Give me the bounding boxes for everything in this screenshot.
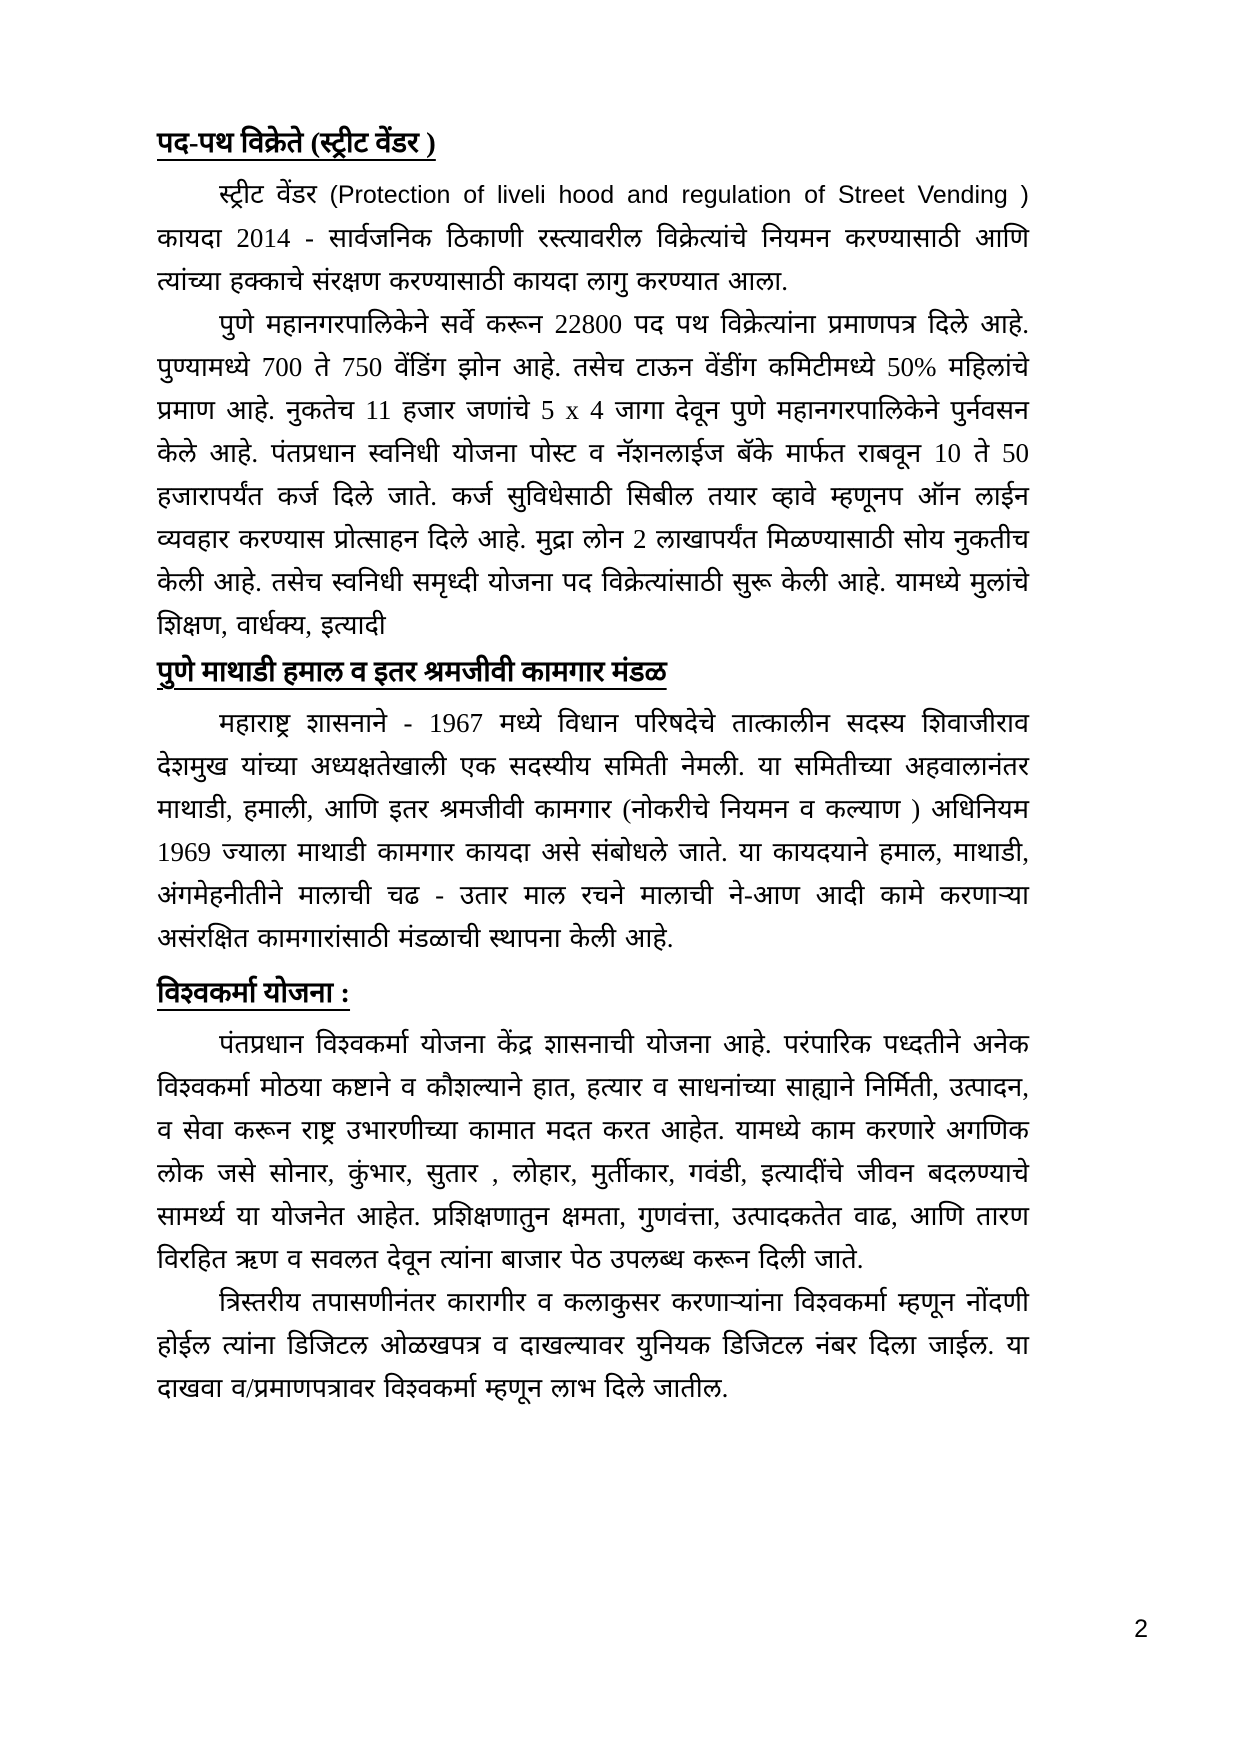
heading-vishwakarma-yojana: विश्वकर्मा योजना :	[157, 977, 351, 1009]
paragraph-pmc-survey: पुणे महानगरपालिकेने सर्वे करून 22800 पद पथ विक्रेत्यांना प्रमाणपत्र दिले आहे. पुण्यामध्ये 700 ते 750 वेंडिंग झोन आहे. तसेच टाऊन वेंडींग कमिटीमध्ये 50% महिलांचे प्रमाण आहे. नुकतेच 11 हजार जणांचे 5 x 4 जागा देवून पुणे महानगरपालिकेने पुर्नवसन केले आहे. पंतप्रधान स्वनिधी योजना पोस्ट व नॅशनलाईज बॅके मार्फत राबवून 10 ते 50 हजारापर्यंत कर्ज दिले जाते. कर्ज सुविधेसाठी सिबील तयार व्हावे म्हणूनप ऑन लाईन व्यवहार करण्यास प्रोत्साहन दिले आहे. मुद्रा लोन 2 लाखापर्यंत मिळण्यासाठी सोय नुकतीच केली आहे. तसेच स्वनिधी समृध्दी योजना पद विक्रेत्यांसाठी सुरू केली आहे. यामध्ये मुलांचे शिक्षण, वार्धक्य, इत्यादी	[157, 309, 1029, 640]
paragraph-text: कायदा 2014 - सार्वजनिक ठिकाणी रस्त्यावरील विक्रेत्यांचे नियमन करण्यासाठी आणि त्यांच्या हक्काचे संरक्षण करण्यासाठी कायदा लागु करण्यात आला.	[157, 223, 1029, 296]
paragraph-vishwakarma-registration: त्रिस्तरीय तपासणीनंतर कारागीर व कलाकुसर करणाऱ्यांना विश्वकर्मा म्हणून नोंदणी होईल त्यांना डिजिटल ओळखपत्र व दाखल्यावर युनियक डिजिटल नंबर दिला जाईल. या दाखवा व/प्रमाणपत्रावर विश्वकर्मा म्हणून लाभ दिले जातील.	[157, 1287, 1029, 1403]
paragraph-street-vendor-act	[157, 173, 1029, 303]
paragraph-text: स्ट्रीट वेंडर	[219, 179, 330, 209]
paragraph-english-text: (Protection of liveli hood and regulation of Street Vending )	[329, 181, 1029, 209]
heading-street-vendors: पद-पथ विक्रेते (स्ट्रीट वेंडर )	[157, 127, 436, 159]
heading-mathadi-board: पुणे माथाडी हमाल व इतर श्रमजीवी कामगार मंडळ	[157, 656, 667, 688]
paragraph-mathadi-act: महाराष्ट्र शासनाने - 1967 मध्ये विधान परिषदेचे तात्कालीन सदस्य शिवाजीराव देशमुख यांच्या अध्यक्षतेखाली एक सदस्यीय समिती नेमली. या समितीच्या अहवालानंतर माथाडी, हमाली, आणि इतर श्रमजीवी कामगार (नोकरीचे नियमन व कल्याण ) अधिनियम 1969 ज्याला माथाडी कामगार कायदा असे संबोधले जाते. या कायदयाने हमाल, माथाडी, अंगमेहनीतीने मालाची चढ - उतार माल रचने मालाची ने-आण आदी कामे करणाऱ्या असंरक्षित कामगारांसाठी मंडळाची स्थापना केली आहे.	[157, 708, 1029, 953]
paragraph-vishwakarma-scheme: पंतप्रधान विश्वकर्मा योजना केंद्र शासनाची योजना आहे. परंपारिक पध्दतीने अनेक विश्वकर्मा मोठया कष्टाने व कौशल्याने हात, हत्यार व साधनांच्या साह्याने निर्मिती, उत्पादन, व सेवा करून राष्ट्र उभारणीच्या कामात मदत करत आहेत. यामध्ये काम करणारे अगणिक लोक जसे सोनार, कुंभार, सुतार , लोहार, मुर्तीकार, गवंडी, इत्यादींचे जीवन बदलण्याचे सामर्थ्य या योजनेत आहेत. प्रशिक्षणातुन क्षमता, गुणवंत्ता, उत्पादकतेत वाढ, आणि तारण विरहित ऋण व सवलत देवून त्यांना बाजार पेठ उपलब्ध करून दिली जाते.	[157, 1029, 1029, 1274]
document-content	[157, 118, 1029, 1410]
page-number: 2	[1134, 1615, 1148, 1643]
